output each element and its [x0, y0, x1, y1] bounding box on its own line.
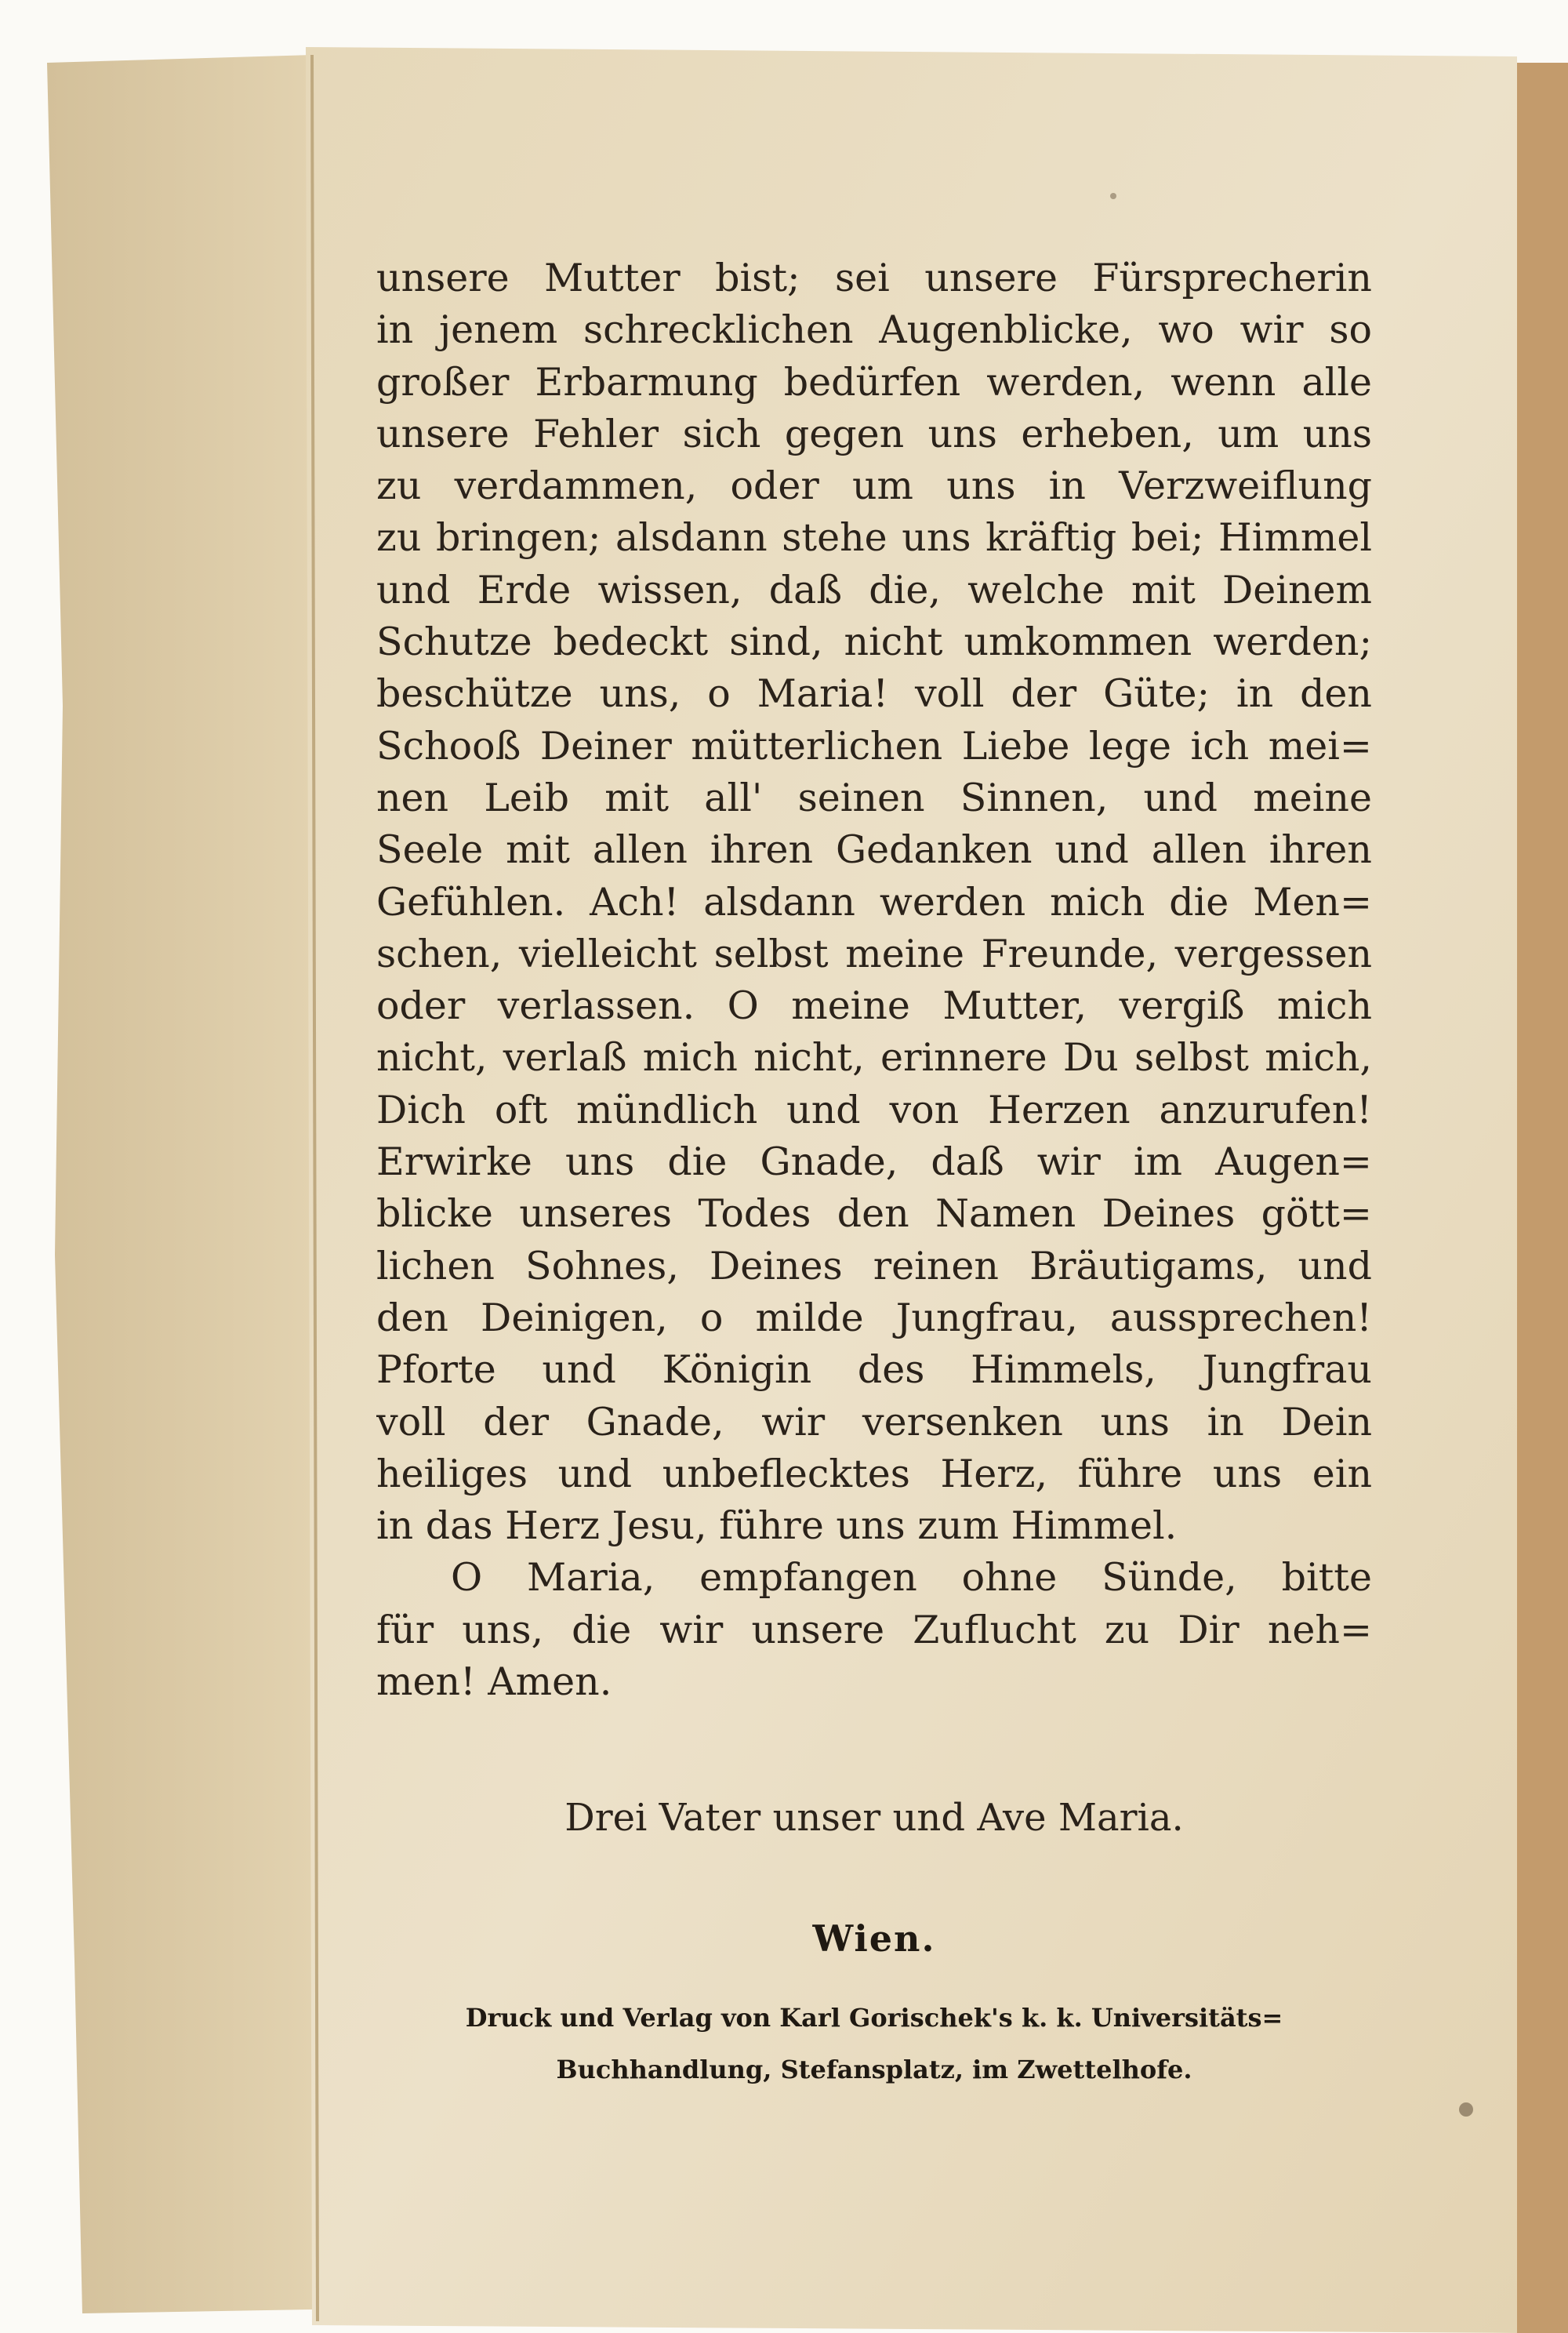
text-line: in jenem schrecklichen Augenblicke, wo wir so	[376, 307, 1372, 353]
text-line: zu verdammen, oder um uns in Verzweiflung	[376, 463, 1372, 509]
text-line: Seele mit allen ihren Gedanken und allen ihren	[376, 827, 1372, 873]
text-line: den Deinigen, o milde Jungfrau, aussprechen!	[376, 1295, 1372, 1340]
imprint-line: Druck und Verlag von Karl Gorischek's k. k. Universitäts=	[465, 2003, 1283, 2033]
text-line: für uns, die wir unsere Zuflucht zu Dir neh=	[376, 1607, 1372, 1652]
text-line: unsere Fehler sich gegen uns erheben, um uns	[376, 411, 1372, 456]
text-line: Gefühlen. Ach! alsdann werden mich die Men=	[376, 879, 1372, 925]
text-line: oder verlassen. O meine Mutter, vergiß mich	[376, 983, 1372, 1029]
stain-spot	[1110, 193, 1116, 199]
text-line: schen, vielleicht selbst meine Freunde, vergessen	[376, 931, 1372, 976]
text-line: und Erde wissen, daß die, welche mit Deinem	[376, 567, 1372, 612]
text-line: men! Amen.	[376, 1659, 612, 1705]
text-line: nicht, verlaß mich nicht, erinnere Du selbst mich,	[376, 1035, 1372, 1081]
text-line: O Maria, empfangen ohne Sünde, bitte	[451, 1555, 1372, 1601]
text-line: in das Herz Jesu, führe uns zum Himmel.	[376, 1503, 1178, 1549]
printer-imprint	[368, 1992, 1380, 2095]
imprint-line: Buchhandlung, Stefansplatz, im Zwettelhofe.	[556, 2055, 1192, 2084]
text-line: Erwirke uns die Gnade, daß wir im Augen=	[376, 1139, 1372, 1185]
folded-left-strip	[47, 55, 314, 2313]
imprint-city: Wien.	[812, 1917, 936, 1960]
stain-spot	[1459, 2102, 1473, 2117]
closing-line: Drei Vater unser und Ave Maria.	[564, 1796, 1184, 1840]
text-line: voll der Gnade, wir versenken uns in Dein	[376, 1399, 1372, 1444]
text-line: zu bringen; alsdann stehe uns kräftig bei; Himmel	[376, 515, 1372, 561]
text-line: Pforte und Königin des Himmels, Jungfrau	[376, 1347, 1372, 1393]
text-line: großer Erbarmung bedürfen werden, wenn alle	[376, 359, 1372, 405]
text-line: blicke unseres Todes den Namen Deines gött=	[376, 1191, 1372, 1237]
text-line: nen Leib mit all' seinen Sinnen, und meine	[376, 775, 1372, 820]
text-line: unsere Mutter bist; sei unsere Fürsprecherin	[376, 256, 1372, 300]
text-line: Dich oft mündlich und von Herzen anzurufen!	[376, 1087, 1372, 1132]
text-line: Schutze bedeckt sind, nicht umkommen werden;	[376, 620, 1372, 665]
text-line: Schooß Deiner mütterlichen Liebe lege ich mei=	[376, 723, 1372, 769]
text-line: heiliges und unbeflecktes Herz, führe uns ein	[376, 1451, 1372, 1496]
back-page-edge	[1517, 63, 1568, 2333]
prayer-text	[376, 253, 1372, 1708]
text-line: lichen Sohnes, Deines reinen Bräutigams, und	[376, 1243, 1372, 1288]
text-line: beschütze uns, o Maria! voll der Güte; in den	[376, 671, 1372, 717]
